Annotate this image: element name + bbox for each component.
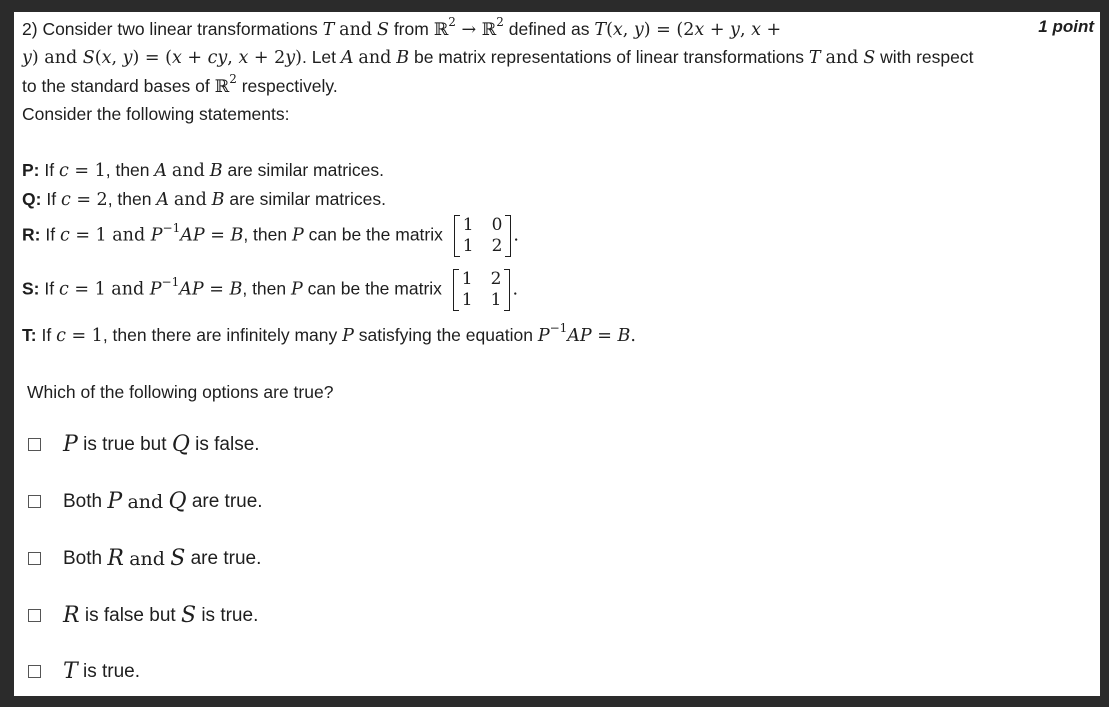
statement-q: Q: If c = 2, then A and B are similar matrices.	[22, 189, 386, 210]
checkbox[interactable]	[28, 438, 41, 451]
matrix-s: 1 2 1 1	[453, 269, 511, 311]
points-label: 1 point	[1038, 17, 1094, 36]
option-3[interactable]: Both R and S are true.	[28, 546, 261, 571]
statement-t: T: If c = 1, then there are infinitely many P satisfying the equation $P^{-1}AP = B$.	[22, 321, 636, 346]
matrix-r: 1 0 1 2	[454, 215, 512, 257]
question-card	[14, 12, 1100, 696]
question-line-4: Consider the following statements:	[22, 104, 290, 124]
option-2[interactable]: Both P and Q are true.	[28, 489, 263, 514]
statement-p: P: If c = 1, then A and B are similar matrices.	[22, 160, 385, 181]
checkbox[interactable]	[28, 609, 41, 622]
question-line-3: to the standard bases of ℝ$^2$ respectively.	[22, 72, 338, 97]
option-5[interactable]: T is true.	[28, 659, 140, 684]
checkbox[interactable]	[28, 665, 41, 678]
question-line-2: y) and S(x, y) = (x + cy, x + 2y). Let A and B be matrix representations of linear transformations T and S with respect	[22, 47, 974, 68]
statement-r: R: If c = 1 and $P^{-1}AP = B$, then P can be the matrix 1 0 1 2 .	[22, 215, 519, 256]
options-prompt: Which of the following options are true?	[27, 382, 334, 402]
question-line-1: 2) Consider two linear transformations T and S from ℝ$^2$ → ℝ$^2$ defined as T(x, y) = (2x + y, x +	[22, 15, 782, 40]
option-4[interactable]: R is false but S is true.	[28, 603, 258, 628]
option-1[interactable]: P is true but Q is false.	[28, 432, 260, 457]
checkbox[interactable]	[28, 552, 41, 565]
statement-s: S: If c = 1 and $P^{-1}AP = B$, then P can be the matrix 1 2 1 1 .	[22, 269, 519, 310]
checkbox[interactable]	[28, 495, 41, 508]
